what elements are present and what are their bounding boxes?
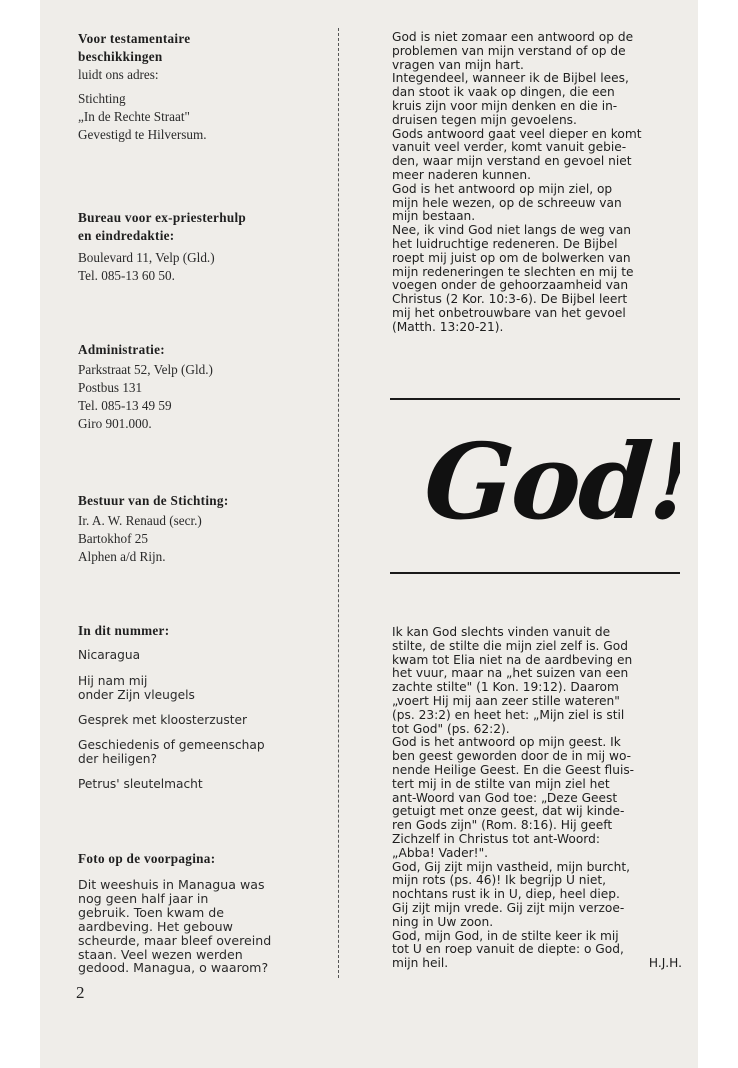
body-line: (Matth. 13:20-21). [392, 319, 504, 334]
body-line: Gods antwoord gaat veel dieper en komt [392, 126, 642, 141]
body-line: mijn bestaan. [392, 209, 476, 224]
address-line: Ir. A. W. Renaud (secr.) [78, 513, 202, 528]
address-line: Tel. 085-13 49 59 [78, 398, 172, 413]
intro-text [392, 31, 682, 335]
address-line: Alphen a/d Rijn. [78, 549, 166, 564]
caption-line: aardbeving. Het gebouw [78, 918, 233, 934]
address-line: Boulevard 11, Velp (Gld.) [78, 250, 215, 265]
body-line: zachte stilte" (1 Kon. 19:12). Daarom [392, 680, 619, 695]
body-line: mijn redeneringen te slechten en mij te [392, 264, 634, 279]
address-line: luidt ons adres: [78, 67, 159, 82]
body-line: het vuur, maar na „het suizen van een [392, 666, 629, 681]
body-line: ning in Uw zoon. [392, 914, 494, 929]
body-line: stilte, de stilte die mijn ziel zelf is. God [392, 638, 628, 653]
body-line: problemen van mijn verstand of op de [392, 43, 626, 58]
body-line: mijn hele wezen, op de schreeuw van [392, 195, 622, 210]
testament-address [78, 66, 330, 144]
body-line: kwam tot Elia niet na de aardbeving en [392, 652, 633, 667]
bestuur-heading [78, 492, 330, 510]
main-text [392, 626, 682, 957]
address-line: Bartokhof 25 [78, 531, 148, 546]
body-line: „Abba! Vader!". [392, 845, 489, 860]
nummer-heading [78, 622, 330, 640]
administratie-address [78, 361, 330, 433]
closing-line [392, 957, 682, 971]
foto-heading [78, 850, 330, 868]
body-line: ant-Woord van God toe: „Deze Geest [392, 790, 618, 805]
heading-line: en eindredaktie: [78, 228, 175, 243]
foto-caption [78, 878, 330, 975]
contents-item: Hij nam mij [78, 674, 148, 688]
body-line: dan stoot ik vaak op dingen, die een [392, 85, 615, 100]
body-line: den, waar mijn verstand en gevoel niet [392, 154, 632, 169]
bestuur-address [78, 512, 330, 566]
administratie-section [78, 341, 330, 433]
body-line: Ik kan God slechts vinden vanuit de [392, 625, 611, 639]
body-line: het luidruchtige redeneren. De Bijbel [392, 236, 618, 251]
god-title-text: God! [420, 420, 680, 540]
foto-section [78, 850, 330, 975]
nummer-section [78, 622, 330, 791]
caption-line: scheurde, maar bleef overeind [78, 932, 272, 948]
body-line: God, mijn God, in de stilte keer ik mij [392, 928, 619, 943]
heading-line: Administratie: [78, 342, 165, 357]
body-line: getuigt met onze geest, dat wij kinde- [392, 804, 625, 819]
body-line: God, Gij zijt mijn vastheid, mijn burcht, [392, 859, 630, 874]
god-title [420, 410, 680, 540]
heading-line: beschikkingen [78, 49, 163, 64]
contents-item: onder Zijn vleugels [78, 688, 195, 702]
bureau-heading [78, 209, 330, 245]
body-line: God is het antwoord op mijn ziel, op [392, 181, 613, 196]
address-line: Giro 901.000. [78, 416, 152, 431]
god-title-graphic [420, 410, 680, 540]
body-line: mijn rots (ps. 46)! Ik begrijp U niet, [392, 873, 607, 888]
signature: H.J.H. [648, 956, 682, 970]
body-line: tert mij in de stilte van mijn ziel het [392, 776, 610, 791]
title-rule-bottom [390, 572, 680, 574]
body-line: vanuit veel verder, komt vanuit gebie- [392, 140, 627, 155]
body-line: „voert Hij mij aan zeer stille wateren" [392, 693, 620, 708]
address-line: Stichting [78, 91, 126, 106]
heading-line: In dit nummer: [78, 623, 170, 638]
body-line: Nee, ik vind God niet langs de weg van [392, 223, 632, 238]
body-line: (ps. 23:2) en heet het: „Mijn ziel is stil [392, 707, 625, 722]
body-line: ren Gods zijn" (Rom. 8:16). Hij geeft [392, 818, 613, 833]
body-line: tot U en roep vanuit de diepte: o God, [392, 942, 624, 957]
contents-item: Geschiedenis of gemeenschap [78, 738, 265, 752]
contents-list [78, 648, 330, 791]
administratie-heading [78, 341, 330, 359]
body-line: tot God" (ps. 62:2). [392, 721, 510, 736]
body-line: vragen van mijn hart. [392, 57, 524, 72]
caption-line: staan. Veel wezen werden [78, 946, 243, 962]
address-line: Parkstraat 52, Velp (Gld.) [78, 362, 213, 377]
address-line: Postbus 131 [78, 380, 143, 395]
body-line: druisen tegen mijn gevoelens. [392, 112, 577, 127]
address-line: Gevestigd te Hilversum. [78, 127, 207, 142]
contents-item: der heiligen? [78, 752, 157, 766]
address-line: Tel. 085-13 60 50. [78, 268, 175, 283]
caption-line: gedood. Managua, o waarom? [78, 960, 269, 976]
body-line: roept mij juist op om de bolwerken van [392, 250, 631, 265]
closing-text: mijn heil. [392, 956, 449, 970]
page-number: 2 [76, 983, 85, 1002]
heading-line: Foto op de voorpagina: [78, 851, 216, 866]
body-line: God is het antwoord op mijn geest. Ik [392, 735, 621, 750]
caption-line: Dit weeshuis in Managua was [78, 877, 265, 892]
contents-item: Gesprek met kloosterzuster [78, 713, 247, 727]
caption-line: nog geen half jaar in [78, 890, 209, 906]
body-line: ben geest geworden door de in mij wo- [392, 749, 632, 764]
body-line: God is niet zomaar een antwoord op de [392, 30, 634, 44]
testament-heading [78, 30, 330, 66]
body-line: voegen onder de gehoorzaamheid van [392, 278, 629, 293]
heading-line: Bestuur van de Stichting: [78, 493, 229, 508]
contents-item: Nicaragua [78, 648, 141, 662]
body-line: meer naderen kunnen. [392, 167, 531, 182]
body-line: nochtans rust ik in U, diep, heel diep. [392, 887, 620, 902]
heading-line: Voor testamentaire [78, 31, 191, 46]
heading-line: Bureau voor ex-priesterhulp [78, 210, 247, 225]
body-line: Integendeel, wanneer ik de Bijbel lees, [392, 71, 629, 86]
title-rule-top [390, 398, 680, 400]
magazine-page [40, 0, 698, 1068]
body-line: Christus (2 Kor. 10:3-6). De Bijbel leert [392, 292, 628, 307]
body-line: Gij zijt mijn vrede. Gij zijt mijn verzoe- [392, 900, 625, 915]
caption-line: gebruik. Toen kwam de [78, 904, 225, 920]
bestuur-section [78, 492, 330, 566]
body-line: Zichzelf in Christus tot ant-Woord: [392, 831, 600, 846]
testament-section [78, 30, 330, 144]
column-divider [338, 28, 339, 978]
body-line: mij het onbetrouwbare van het gevoel [392, 305, 626, 320]
contents-item: Petrus' sleutelmacht [78, 777, 203, 791]
bureau-address [78, 249, 330, 285]
body-line: kruis zijn voor mijn denken en die in- [392, 98, 618, 113]
address-line: „In de Rechte Straat" [78, 109, 190, 124]
bureau-section [78, 209, 330, 285]
body-line: nende Heilige Geest. En die Geest fluis- [392, 762, 635, 777]
